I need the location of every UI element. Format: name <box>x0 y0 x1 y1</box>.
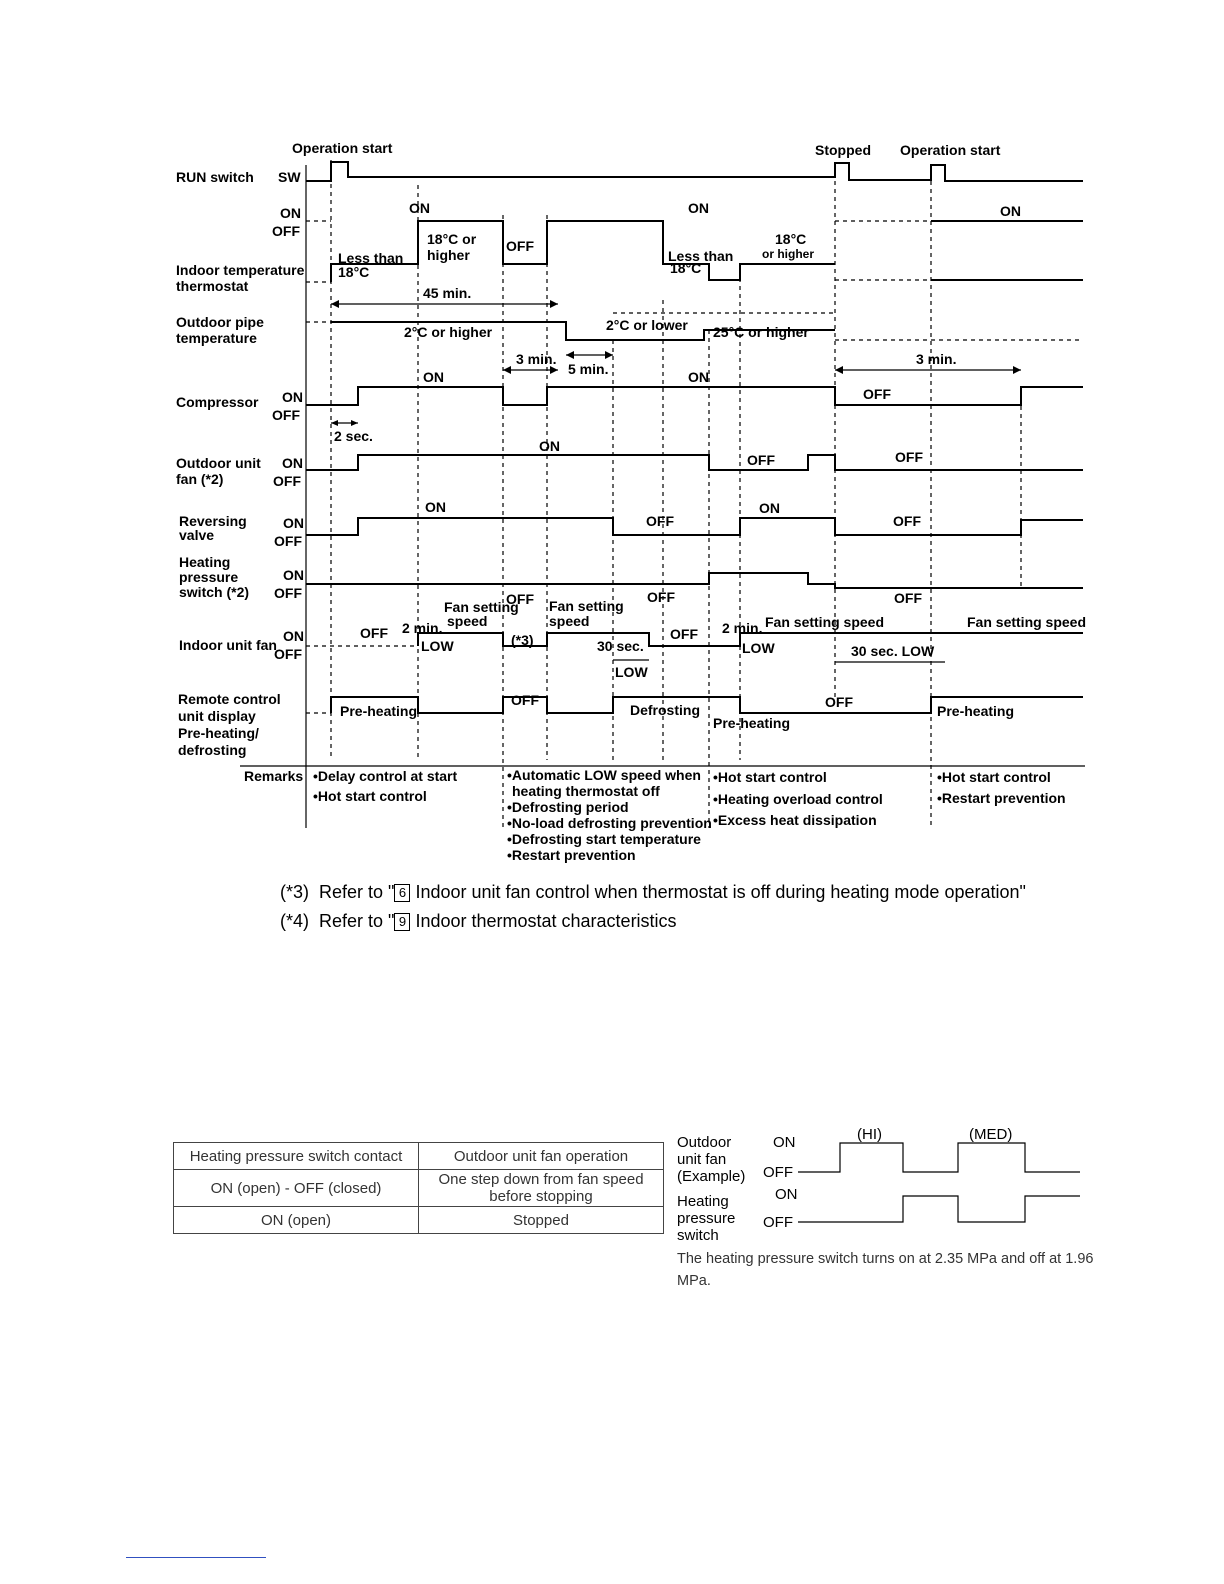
rv-off-label: OFF <box>274 533 302 549</box>
hps-on-label: ON <box>283 567 304 583</box>
ref3-label: (*3) <box>511 632 534 648</box>
row-remote-4: defrosting <box>178 742 247 758</box>
event-operation-start: Operation start <box>292 140 393 156</box>
remark-3a: •Hot start control <box>713 769 827 785</box>
footnotes <box>280 878 1026 936</box>
preheat-1: Pre-heating <box>340 703 418 719</box>
row-pipe-2: temperature <box>176 330 257 346</box>
hps-off-label: OFF <box>274 585 302 601</box>
ofan-off-2: OFF <box>895 449 923 465</box>
ex-hps-1: Heating <box>677 1193 729 1210</box>
remote-off-1: OFF <box>511 692 539 708</box>
ofan-on-mid: ON <box>539 438 560 454</box>
rv-on-label: ON <box>283 515 304 531</box>
row-pipe-1: Outdoor pipe <box>176 314 264 330</box>
row-compressor: Compressor <box>176 394 259 410</box>
ifan-low-3: LOW <box>742 640 775 656</box>
fss-1a: Fan setting <box>444 599 519 615</box>
hps-table <box>173 1142 664 1234</box>
ex-hps-on: ON <box>775 1186 798 1203</box>
remark-2f: •Restart prevention <box>507 847 636 863</box>
remark-4b: •Restart prevention <box>937 790 1066 806</box>
min3-a: 3 min. <box>516 351 557 367</box>
outdoor-fan-wave <box>306 455 1083 470</box>
note-4: (*4) Refer to " 9 Indoor thermostat characteristics <box>280 911 677 931</box>
thermo-on-label: ON <box>280 205 301 221</box>
rv-on-2: ON <box>759 500 780 516</box>
section-box-9: 9 <box>394 913 410 931</box>
table-cell: ON (open) - OFF (closed) <box>174 1170 419 1207</box>
hps-off-1: OFF <box>506 591 534 607</box>
row-thermostat-2: thermostat <box>176 278 249 294</box>
row-hps-3: switch (*2) <box>179 584 250 600</box>
preheat-3: Pre-heating <box>937 703 1015 719</box>
comp-on-2: ON <box>688 369 709 385</box>
remark-2c: •Defrosting period <box>507 799 629 815</box>
c18-1b: higher <box>427 247 470 263</box>
table-row <box>174 1207 664 1234</box>
row-outdoor-fan-2: fan (*2) <box>176 471 224 487</box>
ex-fan-on: ON <box>773 1134 796 1151</box>
min45-label: 45 min. <box>423 285 472 301</box>
hps-note: The heating pressure switch turns on at 2.35 MPa and off at 1.96 MPa. <box>677 1251 1094 1289</box>
thermo-on-3: ON <box>1000 203 1021 219</box>
ex-fan-3: (Example) <box>677 1168 746 1185</box>
ex-med: (MED) <box>969 1126 1013 1143</box>
c2-higher: 2°C or higher <box>404 324 493 340</box>
section-box-6: 6 <box>394 884 410 902</box>
event-operation-start-2: Operation start <box>900 142 1001 158</box>
remarks-title: Remarks <box>244 768 304 784</box>
remark-2b: heating thermostat off <box>512 783 660 799</box>
thermo-on-1: ON <box>409 200 430 216</box>
comp-off-label: OFF <box>272 407 300 423</box>
ifan-2min-2: 2 min. <box>722 620 763 636</box>
table-row <box>174 1170 664 1207</box>
row-thermostat-1: Indoor temperature <box>176 262 305 278</box>
table-cell: ON (open) <box>174 1207 419 1234</box>
ifan-2min-1: 2 min. <box>402 620 443 636</box>
comp-on-label: ON <box>282 389 303 405</box>
remark-3c: •Excess heat dissipation <box>713 812 877 828</box>
c18-2b: or higher <box>762 247 815 261</box>
ex-fan-off: OFF <box>763 1164 793 1181</box>
footer-rule <box>126 1557 266 1558</box>
run-switch-wave <box>306 162 1083 181</box>
hps-wave <box>306 573 1083 588</box>
hps-off-3: OFF <box>894 590 922 606</box>
c18-2a: 18°C <box>775 231 807 247</box>
fss-3: Fan setting speed <box>765 614 885 630</box>
preheat-2: Pre-heating <box>713 715 791 731</box>
row-hps-1: Heating <box>179 554 231 570</box>
sec30-a: 30 sec. <box>597 638 644 654</box>
fss-2b: speed <box>549 613 590 629</box>
ex-hps-3: switch <box>677 1227 719 1244</box>
ofan-on-label: ON <box>282 455 303 471</box>
ex-fan-2: unit fan <box>677 1151 727 1168</box>
c18-1a: 18°C or <box>427 231 477 247</box>
hps-off-2: OFF <box>647 589 675 605</box>
row-remote-3: Pre-heating/ <box>178 725 259 741</box>
table-cell: One step down from fan speed before stopping <box>419 1170 664 1207</box>
table-header: Outdoor unit fan operation <box>419 1143 664 1170</box>
row-indoor-fan: Indoor unit fan <box>179 637 277 653</box>
fss-1b: speed <box>447 613 488 629</box>
event-stopped: Stopped <box>815 142 871 158</box>
row-hps-2: pressure <box>179 569 239 585</box>
remark-1a: •Delay control at start <box>313 768 458 784</box>
comp-off-1: OFF <box>863 386 891 402</box>
fss-4: Fan setting speed <box>967 614 1087 630</box>
remark-2a: •Automatic LOW speed when <box>507 767 701 783</box>
sec30-low: 30 sec. LOW <box>851 643 935 659</box>
remark-2e: •Defrosting start temperature <box>507 831 701 847</box>
thermo-on-2: ON <box>688 200 709 216</box>
compressor-wave <box>306 387 1083 405</box>
fss-2a: Fan setting <box>549 598 624 614</box>
less-than-2b: 18°C <box>670 260 702 276</box>
rv-on-1: ON <box>425 499 446 515</box>
min5-label: 5 min. <box>568 361 609 377</box>
ifan-off-label: OFF <box>274 646 302 662</box>
reversing-valve-wave <box>306 518 1083 535</box>
row-remote-1: Remote control <box>178 691 281 707</box>
row-outdoor-fan-1: Outdoor unit <box>176 455 261 471</box>
note-3: (*3) Refer to " 6 Indoor unit fan control when thermostat is off during heating mode operation" <box>280 882 1026 902</box>
sec2-label: 2 sec. <box>334 428 373 444</box>
ex-hi: (HI) <box>857 1126 882 1143</box>
ifan-low-2: LOW <box>615 664 648 680</box>
remark-1b: •Hot start control <box>313 788 427 804</box>
row-remote-2: unit display <box>178 708 256 724</box>
ifan-on-label: ON <box>283 628 304 644</box>
table-cell: Stopped <box>419 1207 664 1234</box>
ifan-off-2: OFF <box>670 626 698 642</box>
row-reversing-1: Reversing <box>179 513 247 529</box>
ex-hps-2: pressure <box>677 1210 736 1227</box>
thermo-off-label: OFF <box>272 223 300 239</box>
c25-higher: 25°C or higher <box>713 324 809 340</box>
thermo-off-mid: OFF <box>506 238 534 254</box>
ofan-off-label: OFF <box>273 473 301 489</box>
ifan-low-1: LOW <box>421 638 454 654</box>
comp-on-1: ON <box>423 369 444 385</box>
row-sw: SW <box>278 169 301 185</box>
remark-2d: •No-load defrosting prevention <box>507 815 712 831</box>
table-header: Heating pressure switch contact <box>174 1143 419 1170</box>
c2-lower: 2°C or lower <box>606 317 688 333</box>
hps-example-diagram <box>677 1126 1080 1244</box>
less-than-1a: Less than <box>338 250 404 266</box>
less-than-1b: 18°C <box>338 264 370 280</box>
ex-hps-off: OFF <box>763 1214 793 1231</box>
defrost-label: Defrosting <box>630 702 700 718</box>
row-reversing-2: valve <box>179 527 215 543</box>
less-than-2a: Less than <box>668 248 734 264</box>
ex-fan-1: Outdoor <box>677 1134 732 1151</box>
row-run-switch: RUN switch <box>176 169 254 185</box>
ofan-off-1: OFF <box>747 452 775 468</box>
rv-off-1: OFF <box>646 513 674 529</box>
ifan-off-1: OFF <box>360 625 388 641</box>
remote-off-2: OFF <box>825 694 853 710</box>
remark-3b: •Heating overload control <box>713 791 883 807</box>
rv-off-2: OFF <box>893 513 921 529</box>
min3-b: 3 min. <box>916 351 957 367</box>
remark-4a: •Hot start control <box>937 769 1051 785</box>
